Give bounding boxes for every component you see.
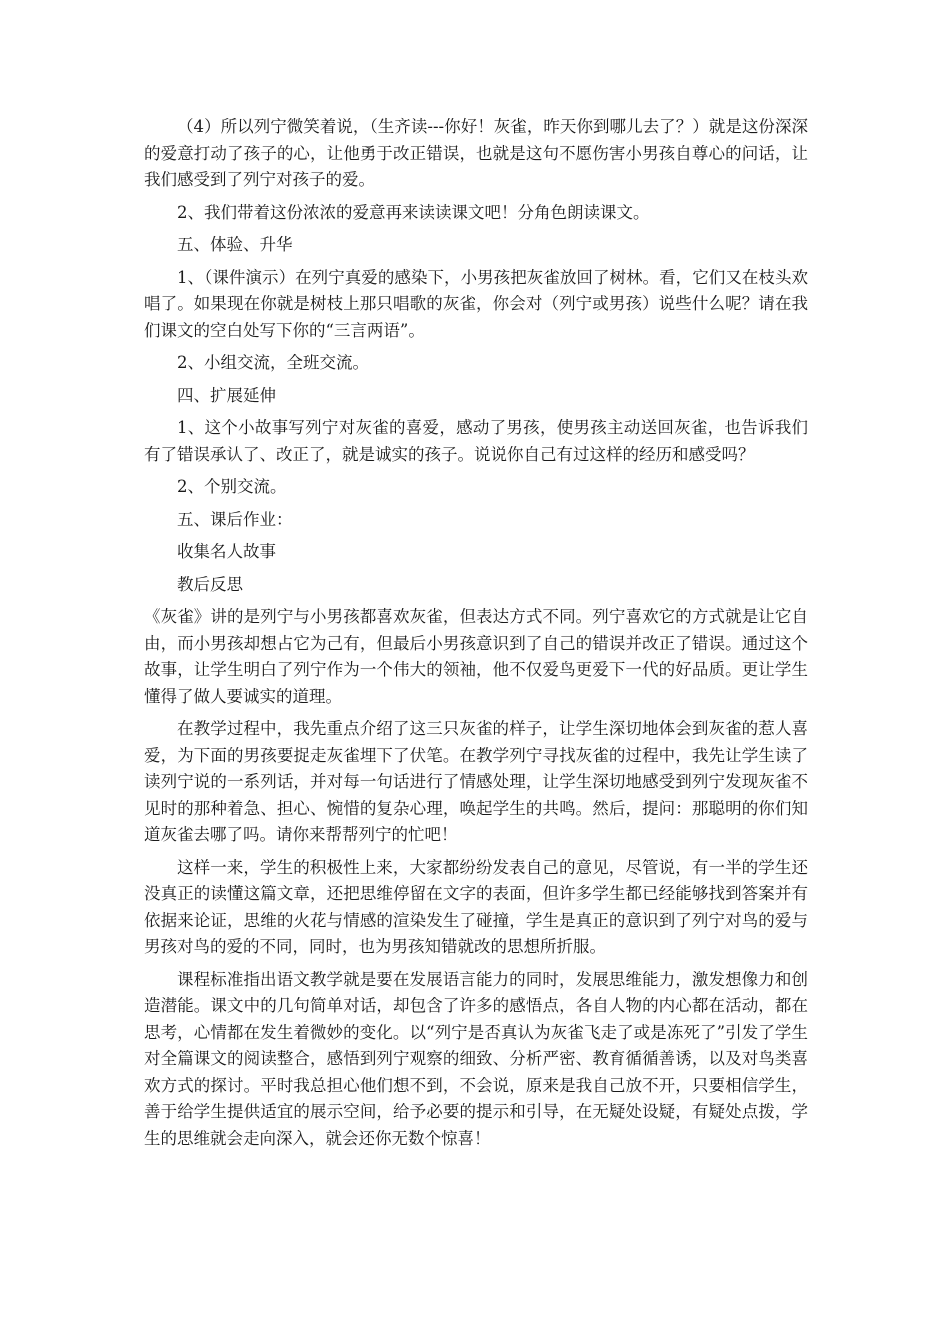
section-heading-homework: 五、课后作业：: [177, 509, 293, 529]
paragraph-5: 2、小组交流，全班交流。: [177, 353, 369, 372]
paragraph-10: 收集名人故事: [177, 542, 276, 561]
paragraph-2: 2、我们带着这份浓浓的爱意再来读读课文吧！分角色朗读课文。: [177, 202, 650, 222]
paragraph-13: 在教学过程中，我先重点介绍了这三只灰雀的样子，让学生深切地体会到灰雀的惹人喜爱，为下面的男孩要捉走灰雀埋下了伏笔。在教学列宁寻找灰雀的过程中，我先让学生读了读列宁说的一系列话，并对每一句话进行了情感处理，让学生深切地感受到列宁发现灰雀不见时的那种着急、担心、惋惜的复杂心理，唤起学生的共鸣。然后，提问：那聪明的你们知道灰雀去哪了吗。请你来帮帮列宁的忙吧！: [144, 719, 808, 844]
paragraph-7: 1、这个小故事写列宁对灰雀的喜爱，感动了男孩，使男孩主动送回灰雀，也告诉我们有了错误承认了、改正了，就是诚实的孩子。说说你自己有过这样的经历和感受吗？: [144, 418, 808, 464]
paragraph-14: 这样一来，学生的积极性上来，大家都纷纷发表自己的意见，尽管说，有一半的学生还没真正的读懂这篇文章，还把思维停留在文字的表面，但许多学生都已经能够找到答案并有依据来论证，思维的火花与情感的渲染发生了碰撞，学生是真正的意识到了列宁对鸟的爱与男孩对鸟的爱的不同，同时，也为男孩知错就改的思想所折服。: [144, 857, 808, 956]
paragraph-12: 《灰雀》讲的是列宁与小男孩都喜欢灰雀，但表达方式不同。列宁喜欢它的方式就是让它自由，而小男孩却想占它为己有，但最后小男孩意识到了自己的错误并改正了错误。通过这个故事，让学生明白了列宁作为一个伟大的领袖，他不仅爱鸟更爱下一代的好品质。更让学生懂得了做人要诚实的道理。: [144, 607, 808, 706]
paragraph-8: 2、个别交流。: [177, 477, 287, 496]
paragraph-1: （4）所以列宁微笑着说，（生齐读---你好！灰雀，昨天你到哪儿去了？）就是这份深深的爱意打动了孩子的心，让他勇于改正错误，也就是这句不愿伤害小男孩自尊心的问话，让我们感受到了列宁对孩子的爱。: [144, 117, 808, 189]
section-heading-extension: 四、扩展延伸: [177, 385, 276, 405]
section-heading-reflection: 教后反思: [177, 574, 243, 594]
document-page: [144, 114, 808, 1158]
section-heading-experience: 五、体验、升华: [177, 235, 293, 254]
paragraph-15: 课程标准指出语文教学就是要在发展语言能力的同时，发展思维能力，激发想像力和创造潜能。课文中的几句简单对话，却包含了许多的感悟点，各自人物的内心都在活动，都在思考，心情都在发生着微妙的变化。以“列宁是否真认为灰雀飞走了或是冻死了”引发了学生对全篇课文的阅读整合，感悟到列宁观察的细致、分析严密、教育循循善诱，以及对鸟类喜欢方式的探讨。平时我总担心他们想不到，不会说，原来是我自己放不开，只要相信学生，善于给学生提供适宜的展示空间，给予必要的提示和引导，在无疑处设疑，有疑处点拨，学生的思维就会走向深入，就会还你无数个惊喜！: [144, 969, 808, 1148]
paragraph-4: 1、（课件演示）在列宁真爱的感染下，小男孩把灰雀放回了树林。看，它们又在枝头欢唱了。如果现在你就是树枝上那只唱歌的灰雀，你会对（列宁或男孩）说些什么呢？请在我们课文的空白处写下你的“三言两语”。: [144, 267, 808, 340]
